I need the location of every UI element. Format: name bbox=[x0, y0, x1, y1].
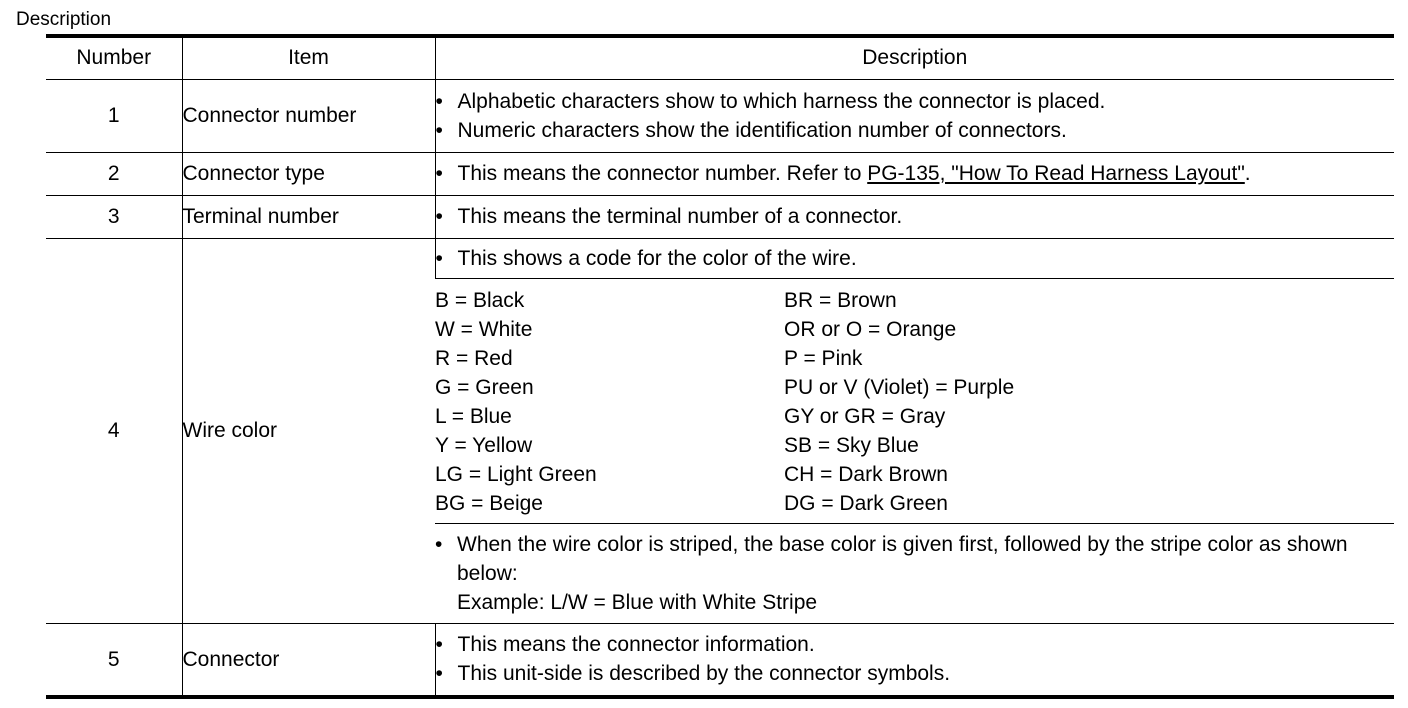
bullet-icon: • bbox=[435, 205, 443, 228]
row-number: 2 bbox=[46, 152, 182, 195]
row-item: Terminal number bbox=[182, 195, 435, 238]
stripe-example: Example: L/W = Blue with White Stripe bbox=[457, 590, 818, 614]
color-code: OR or O = Orange bbox=[784, 317, 957, 341]
row-item: Connector number bbox=[182, 79, 435, 152]
bullet-icon: • bbox=[435, 89, 443, 113]
row-number: 4 bbox=[46, 238, 182, 623]
color-code: L = Blue bbox=[435, 404, 512, 428]
list-item: • Alphabetic characters show to which harness the connector is placed. bbox=[436, 87, 1395, 116]
color-code: BG = Beige bbox=[435, 491, 543, 515]
row-number: 5 bbox=[46, 623, 182, 697]
color-code: G = Green bbox=[435, 375, 534, 399]
table-caption: Description bbox=[16, 9, 112, 30]
color-code: LG = Light Green bbox=[435, 462, 597, 486]
bullet-icon: • bbox=[435, 246, 443, 270]
color-code: W = White bbox=[435, 317, 533, 341]
color-code: CH = Dark Brown bbox=[784, 462, 948, 486]
color-code: B = Black bbox=[435, 288, 525, 312]
table-row bbox=[46, 238, 1394, 278]
color-code: R = Red bbox=[435, 346, 513, 370]
color-code-grid bbox=[435, 284, 1394, 518]
row-item: Wire color bbox=[182, 238, 435, 623]
row-number: 1 bbox=[46, 79, 182, 152]
bullet-icon: • bbox=[435, 532, 443, 556]
color-code: SB = Sky Blue bbox=[784, 433, 919, 457]
header-item: Item bbox=[182, 36, 435, 79]
list-item: • This means the terminal number of a connector. bbox=[436, 202, 1395, 231]
bullet-icon: • bbox=[435, 633, 443, 656]
row-item: Connector bbox=[182, 623, 435, 697]
color-code: Y = Yellow bbox=[435, 433, 533, 457]
list-item: • This unit-side is described by the connector symbols. bbox=[436, 659, 1395, 688]
header-number: Number bbox=[46, 36, 182, 79]
table-row bbox=[46, 79, 1394, 152]
row-description bbox=[435, 195, 1394, 238]
list-item: • This means the connector number. Refer to PG-135, "How To Read Harness Layout". bbox=[436, 159, 1395, 188]
wire-stripe-note bbox=[435, 523, 1394, 623]
list-item: • Numeric characters show the identification number of connectors. bbox=[436, 116, 1395, 145]
header-description: Description bbox=[435, 36, 1394, 79]
color-code: BR = Brown bbox=[784, 288, 897, 312]
harness-layout-link[interactable]: PG-135, "How To Read Harness Layout" bbox=[867, 162, 1245, 185]
row-item: Connector type bbox=[182, 152, 435, 195]
description-table bbox=[46, 34, 1394, 699]
wire-color-intro bbox=[435, 238, 1394, 278]
table-row bbox=[46, 152, 1394, 195]
table-header-row bbox=[46, 36, 1394, 79]
table-row bbox=[46, 623, 1394, 697]
bullet-icon: • bbox=[435, 662, 443, 685]
color-code: PU or V (Violet) = Purple bbox=[784, 375, 1015, 399]
row-description bbox=[435, 79, 1394, 152]
list-item: • This shows a code for the color of the wire. bbox=[436, 244, 1395, 273]
color-code: DG = Dark Green bbox=[784, 491, 948, 515]
bullet-icon: • bbox=[435, 162, 443, 185]
row-number: 3 bbox=[46, 195, 182, 238]
row-description bbox=[435, 623, 1394, 697]
bullet-icon: • bbox=[435, 118, 443, 142]
color-code: GY or GR = Gray bbox=[784, 404, 946, 428]
color-code: P = Pink bbox=[784, 346, 863, 370]
list-item: • When the wire color is striped, the base color is given first, followed by the stripe color as shown below: Example: L/W = Blue with White Stripe bbox=[435, 530, 1394, 617]
table-row bbox=[46, 195, 1394, 238]
row-description bbox=[435, 152, 1394, 195]
wire-color-codes bbox=[435, 278, 1394, 523]
list-item: • This means the connector information. bbox=[436, 630, 1395, 659]
